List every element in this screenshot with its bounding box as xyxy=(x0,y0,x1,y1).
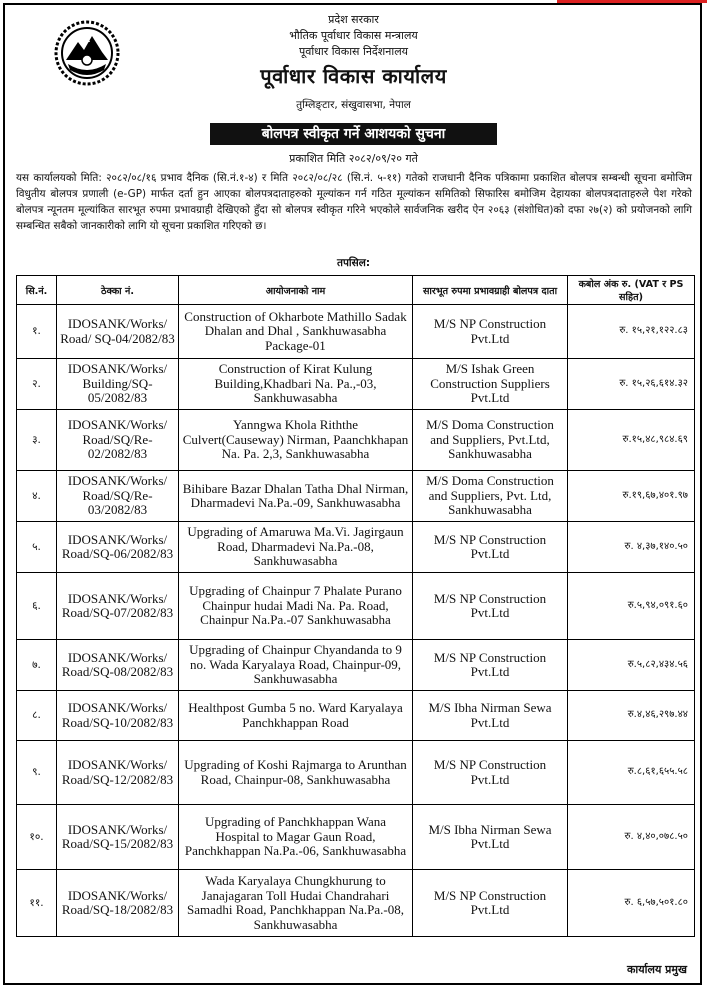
notice-title-banner: बोलपत्र स्वीकृत गर्ने आशयको सुचना xyxy=(210,123,497,145)
bid-table xyxy=(16,275,695,937)
cell-sn: ९. xyxy=(17,741,57,805)
cell-contract: IDOSANK/Works/ Road/SQ-18/2082/83 xyxy=(57,870,179,937)
cell-sn: ८. xyxy=(17,691,57,741)
table-row xyxy=(17,741,695,805)
office-address: तुम्लिङ्टार, संखुवासभा, नेपाल xyxy=(296,99,411,111)
cell-project: Upgrading of Koshi Rajmarga to Arunthan Road, Chainpur-08, Sankhuwasabha xyxy=(179,741,413,805)
header-amount: कबोल अंक रु. (VAT र PS सहित) xyxy=(568,276,695,305)
cell-amount: रु.८,६१,६५५.५८ xyxy=(568,741,695,805)
cell-contract: IDOSANK/Works/ Road/SQ-07/2082/83 xyxy=(57,573,179,640)
cell-amount: रु.५,९४,०९१.६० xyxy=(568,573,695,640)
cell-project: Healthpost Gumba 5 no. Ward Karyalaya Panchkhappan Road xyxy=(179,691,413,741)
table-row xyxy=(17,522,695,573)
cell-amount: रु.४,४६,२९७.४४ xyxy=(568,691,695,741)
table-row xyxy=(17,410,695,471)
cell-contract: IDOSANK/Works/ Road/SQ-10/2082/83 xyxy=(57,691,179,741)
cell-project: Construction of Kirat Kulung Building,Khadbari Na. Pa.,-03, Sankhuwasabha xyxy=(179,359,413,410)
cell-bidder: M/S Doma Construction and Suppliers, Pvt. Ltd, Sankhuwasabha xyxy=(413,471,568,522)
cell-bidder: M/S Ibha Nirman Sewa Pvt.Ltd xyxy=(413,691,568,741)
table-row xyxy=(17,305,695,359)
header-project: आयोजनाको नाम xyxy=(179,276,413,305)
table-header-row xyxy=(17,276,695,305)
cell-project: Construction of Okharbote Mathillo Sadak Dhalan and Dhal , Sankhuwasabha Package-01 xyxy=(179,305,413,359)
table-row xyxy=(17,805,695,870)
published-date: प्रकाशित मिति २०८२/०९/२० गते xyxy=(289,152,418,165)
cell-sn: ६. xyxy=(17,573,57,640)
header-bidder: सारभूत रुपमा प्रभावग्राही बोलपत्र दाता xyxy=(413,276,568,305)
cell-amount: रु.१९,६७,४०१.९७ xyxy=(568,471,695,522)
cell-contract: IDOSANK/Works/ Road/SQ/Re-03/2082/83 xyxy=(57,471,179,522)
table-row xyxy=(17,359,695,410)
cell-contract: IDOSANK/Works/ Road/ SQ-04/2082/83 xyxy=(57,305,179,359)
cell-bidder: M/S Ishak Green Construction Suppliers Pvt.Ltd xyxy=(413,359,568,410)
cell-bidder: M/S NP Construction Pvt.Ltd xyxy=(413,522,568,573)
cell-sn: ११. xyxy=(17,870,57,937)
cell-project: Upgrading of Chainpur Chyandanda to 9 no. Wada Karyalaya Road, Chainpur-09, Sankhuwasabha xyxy=(179,640,413,691)
cell-bidder: M/S NP Construction Pvt.Ltd xyxy=(413,870,568,937)
office-chief-signature: कार्यालय प्रमुख xyxy=(626,963,687,976)
cell-contract: IDOSANK/Works/ Road/SQ-08/2082/83 xyxy=(57,640,179,691)
cell-contract: IDOSANK/Works/ Road/SQ/Re-02/2082/83 xyxy=(57,410,179,471)
cell-bidder: M/S Doma Construction and Suppliers, Pvt.Ltd, Sankhuwasabha xyxy=(413,410,568,471)
cell-bidder: M/S Ibha Nirman Sewa Pvt.Ltd xyxy=(413,805,568,870)
schedule-label: तपसिल: xyxy=(336,257,371,269)
table-row xyxy=(17,870,695,937)
cell-project: Upgrading of Chainpur 7 Phalate Purano Chainpur hudai Madi Na. Pa. Road, Chainpur Na.Pa.-07 Sankhuwasabha xyxy=(179,573,413,640)
cell-project: Bihibare Bazar Dhalan Tatha Dhal Nirman, Dharmadevi Na.Pa.-09, Sankhuwasabha xyxy=(179,471,413,522)
cell-contract: IDOSANK/Works/ Road/SQ-06/2082/83 xyxy=(57,522,179,573)
directorate-name: पूर्वाधार विकास निर्देशनालय xyxy=(298,45,409,58)
cell-sn: १०. xyxy=(17,805,57,870)
cell-amount: रु. ४,३७,१४०.५० xyxy=(568,522,695,573)
cell-contract: IDOSANK/Works/ Building/SQ-05/2082/83 xyxy=(57,359,179,410)
table-row xyxy=(17,691,695,741)
cell-bidder: M/S NP Construction Pvt.Ltd xyxy=(413,741,568,805)
cell-project: Upgrading of Panchkhappan Wana Hospital to Magar Gaun Road, Panchkhappan Na.Pa.-06, Sankhuwasabha xyxy=(179,805,413,870)
cell-sn: १. xyxy=(17,305,57,359)
cell-amount: रु.१५,४८,९८४.६९ xyxy=(568,410,695,471)
province-govt: प्रदेश सरकार xyxy=(328,13,379,26)
top-accent-bar xyxy=(557,0,707,3)
cell-project: Upgrading of Amaruwa Ma.Vi. Jagirgaun Road, Dharmadevi Na.Pa.-08, Sankhuwasabha xyxy=(179,522,413,573)
office-name: पूर्वाधार विकास कार्यालय xyxy=(260,64,447,88)
cell-sn: ३. xyxy=(17,410,57,471)
cell-amount: रु. १५,२१,१२२.८३ xyxy=(568,305,695,359)
cell-amount: रु. ६,५७,५०१.८० xyxy=(568,870,695,937)
cell-contract: IDOSANK/Works/ Road/SQ-12/2082/83 xyxy=(57,741,179,805)
cell-sn: २. xyxy=(17,359,57,410)
table-row xyxy=(17,573,695,640)
cell-bidder: M/S NP Construction Pvt.Ltd xyxy=(413,305,568,359)
ministry-name: भौतिक पूर्वाधार विकास मन्त्रालय xyxy=(289,29,418,42)
table-row xyxy=(17,471,695,522)
cell-amount: रु. ४,४०,०७८.५० xyxy=(568,805,695,870)
header-sn: सि.नं. xyxy=(17,276,57,305)
table-row xyxy=(17,640,695,691)
cell-bidder: M/S NP Construction Pvt.Ltd xyxy=(413,640,568,691)
header-contract: ठेक्का नं. xyxy=(57,276,179,305)
cell-project: Yanngwa Khola Riththe Culvert(Causeway) Nirman, Paanchkhapan Na. Pa. 2,3, Sankhuwasabha xyxy=(179,410,413,471)
cell-bidder: M/S NP Construction Pvt.Ltd xyxy=(413,573,568,640)
notice-body: यस कार्यालयको मिति: २०८२/०८/१६ प्रभाव दैनिक (सि.नं.१-४) र मिति २०८२/०८/२८ (सि.नं. ५-११) गतेको राजधानी दैनिक पत्रिकामा प्रकाशित बोलपत्र सम्बन्धी सूचना बमोजिम विधुतीय बोलपत्र प्रणाली (e-GP) मार्फत दर्ता हुन आएका बोलपत्रदाताहरुको मूल्यांकन गर्न गठित मूल्यांकन समितिको सिफारिस बमोजिम देहायका बोलपत्रदाताहरुले पेश गरेको बोलपत्र न्यूनतम मूल्यांकित सारभूत रुपमा प्रभावग्राही देखिएको हुँदा सो बोलपत्र स्वीकृत गरिने भएकोले सार्वजनिक खरीद ऐन २०६३ (संशोधित)को दफा २७(२) को प्रयोजनको लागि सम्बन्धित सबैको जानकारीको लागि यो सूचना प्रकाशित गरिएको छ। xyxy=(16,172,692,232)
cell-project: Wada Karyalaya Chungkhurung to Janajagaran Toll Hudai Chandrahari Samadhi Road, Panchkhappan Na.Pa.-08, Sankhuwasabha xyxy=(179,870,413,937)
cell-sn: ५. xyxy=(17,522,57,573)
cell-contract: IDOSANK/Works/ Road/SQ-15/2082/83 xyxy=(57,805,179,870)
cell-sn: ४. xyxy=(17,471,57,522)
cell-sn: ७. xyxy=(17,640,57,691)
cell-amount: रु.५,८२,४३४.५६ xyxy=(568,640,695,691)
cell-amount: रु. १५,२६,६१४.३२ xyxy=(568,359,695,410)
